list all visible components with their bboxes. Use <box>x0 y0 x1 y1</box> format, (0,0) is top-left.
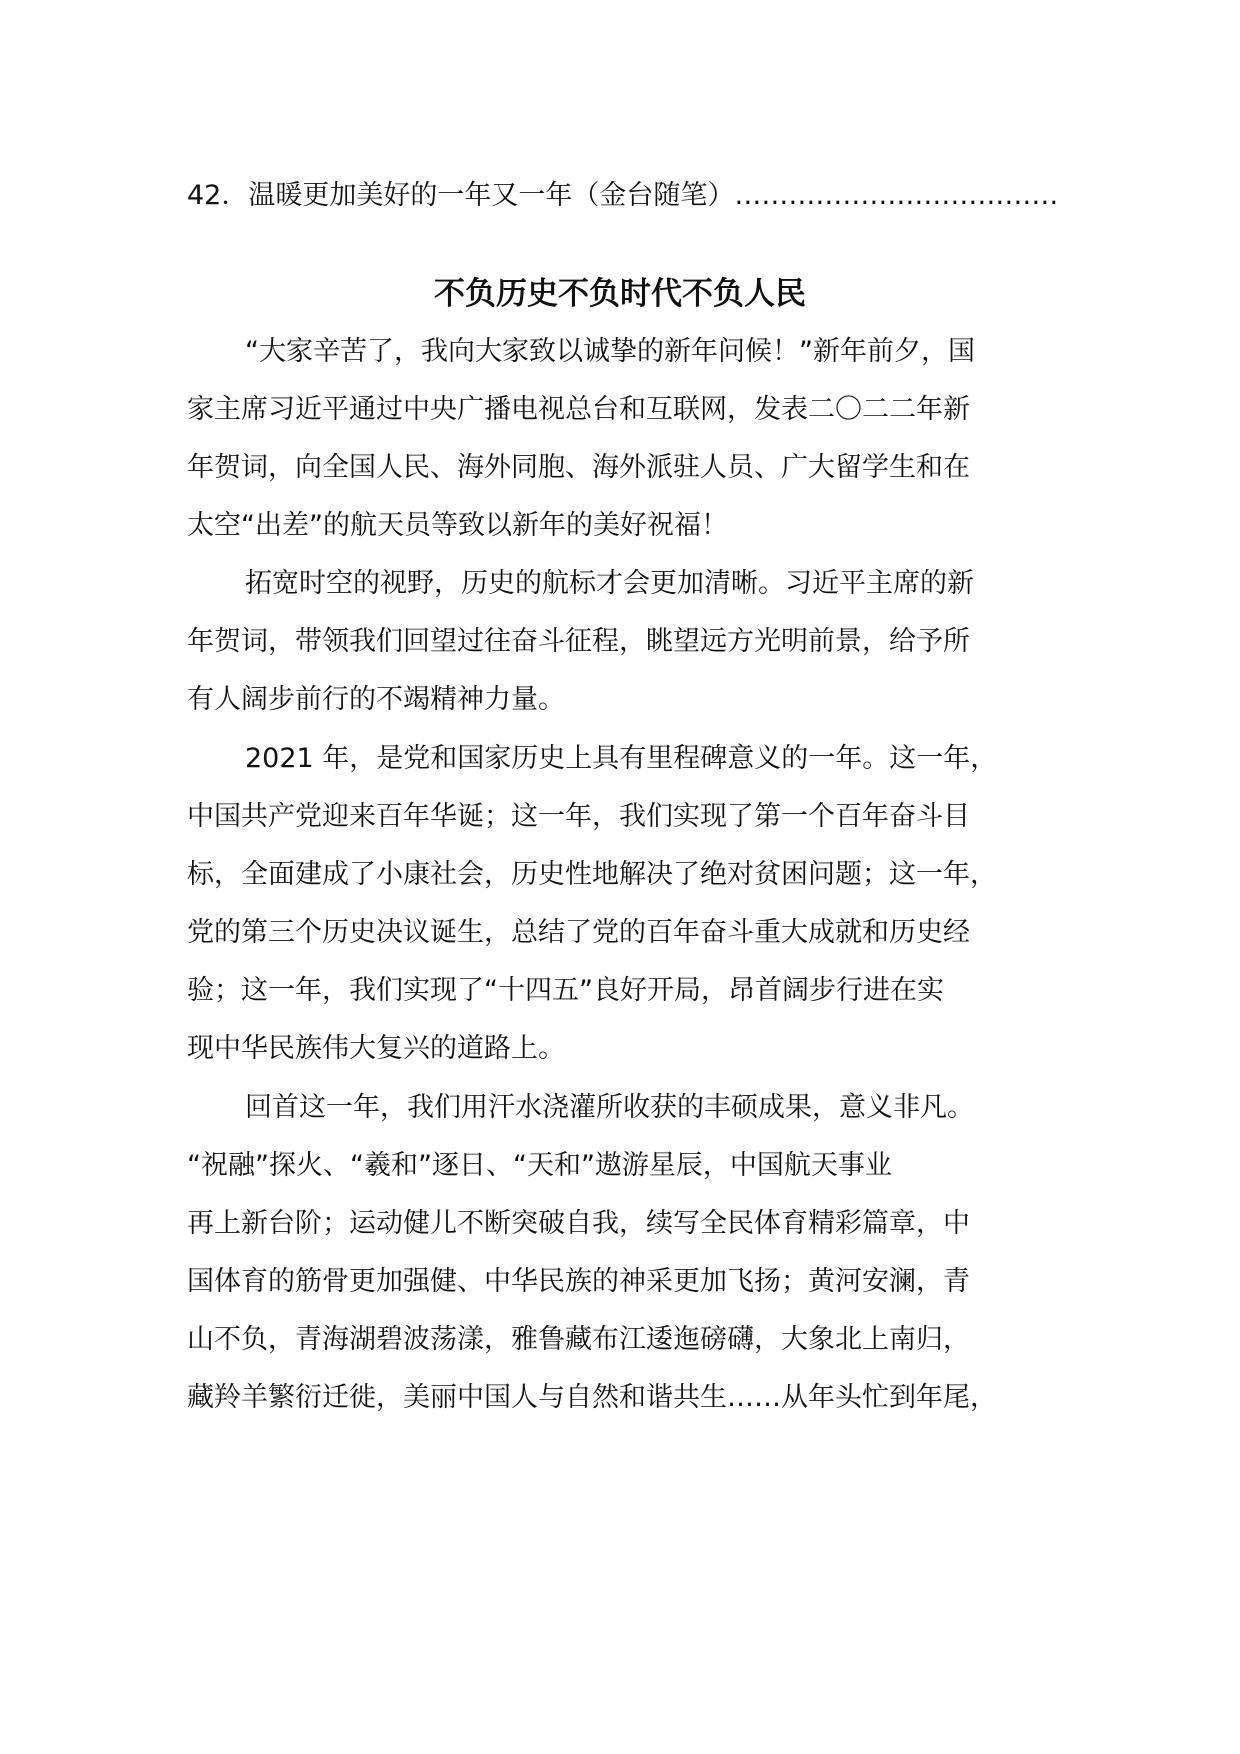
toc-leader-dots: ……………………………… <box>734 180 1059 211</box>
paragraph-4-line-3: 再上新台阶；运动健儿不断突破自我，续写全民体育精彩篇章，中 <box>187 1208 970 1239</box>
paragraph-3-line-3: 标，全面建成了小康社会，历史性地解决了绝对贫困问题；这一年， <box>187 859 997 890</box>
paragraph-2-line-2: 年贺词，带领我们回望过往奋斗征程，眺望远方光明前景，给予所 <box>187 626 970 657</box>
article-title: 不负历史不负时代不负人民 <box>434 276 806 312</box>
paragraph-3-line-5: 验；这一年，我们实现了“十四五”良好开局，昂首阔步行进在实 <box>187 975 944 1006</box>
paragraph-4-line-6: 藏羚羊繁衍迁徙，美丽中国人与自然和谐共生……从年头忙到年尾， <box>187 1382 997 1413</box>
paragraph-4-line-2: “祝融”探火、“羲和”逐日、“天和”遨游星辰，中国航天事业 <box>187 1150 892 1181</box>
paragraph-3-line-2: 中国共产党迎来百年华诞；这一年，我们实现了第一个百年奋斗目 <box>187 801 970 832</box>
paragraph-3-line-6: 现中华民族伟大复兴的道路上。 <box>187 1033 565 1064</box>
paragraph-3-line-4: 党的第三个历史决议诞生，总结了党的百年奋斗重大成就和历史经 <box>187 917 970 948</box>
paragraph-1-line-1: “大家辛苦了，我向大家致以诚挚的新年问候！”新年前夕，国 <box>245 336 975 367</box>
toc-entry-text: 42．温暖更加美好的一年又一年（金台随笔） <box>187 180 735 211</box>
paragraph-4-line-5: 山不负，青海湖碧波荡漾，雅鲁藏布江逶迤磅礴，大象北上南归， <box>187 1324 970 1355</box>
paragraph-4-line-4: 国体育的筋骨更加强健、中华民族的神采更加飞扬；黄河安澜，青 <box>187 1266 970 1297</box>
paragraph-4-line-1: 回首这一年，我们用汗水浇灌所收获的丰硕成果，意义非凡。 <box>245 1092 974 1123</box>
toc-entry <box>187 176 1117 216</box>
paragraph-2-line-3: 有人阔步前行的不竭精神力量。 <box>187 684 565 715</box>
paragraph-1-line-3: 年贺词，向全国人民、海外同胞、海外派驻人员、广大留学生和在 <box>187 452 970 483</box>
paragraph-1-line-4: 太空“出差”的航天员等致以新年的美好祝福！ <box>187 510 728 541</box>
paragraph-1-line-2: 家主席习近平通过中央广播电视总台和互联网，发表二〇二二年新 <box>187 394 970 425</box>
paragraph-2-line-1: 拓宽时空的视野，历史的航标才会更加清晰。习近平主席的新 <box>245 568 974 599</box>
paragraph-3-line-1: 2021 年，是党和国家历史上具有里程碑意义的一年。这一年， <box>245 743 998 774</box>
